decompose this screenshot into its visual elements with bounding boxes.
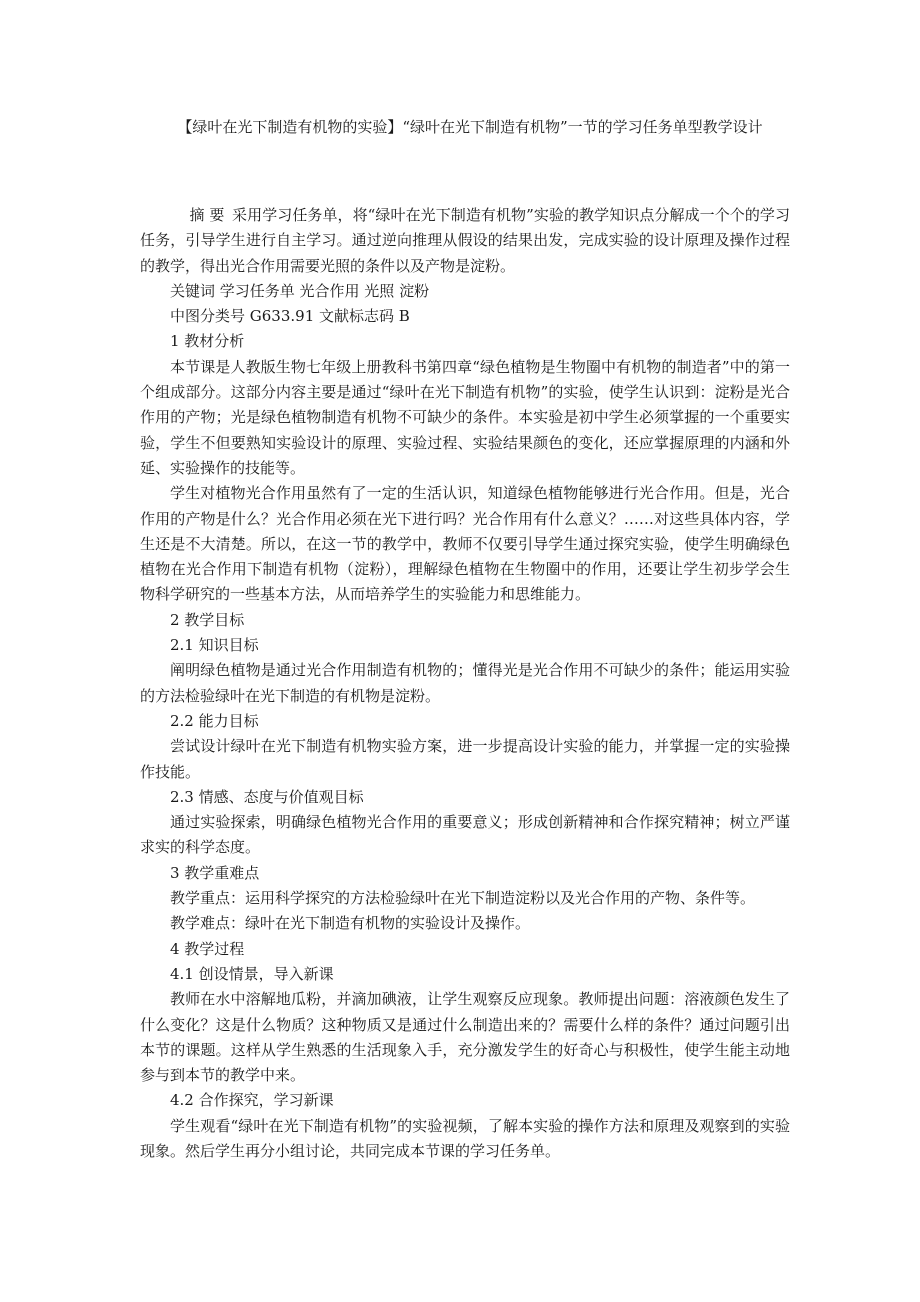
body-paragraph: 学生观看“绿叶在光下制造有机物”的实验视频，了解本实验的操作方法和原理及观察到的实验现象。然后学生再分小组讨论，共同完成本节课的学习任务单。 [140,1116,790,1160]
body-paragraph: 阐明绿色植物是通过光合作用制造有机物的；懂得光是光合作用不可缺少的条件；能运用实验的方法检验绿叶在光下制造的有机物是淀粉。 [140,661,790,705]
body-paragraph: 教师在水中溶解地瓜粉，并滴加碘液，让学生观察反应现象。教师提出问题：溶液颜色发生了什么变化？这是什么物质？这种物质又是通过什么制造出来的？需要什么样的条件？通过问题引出本节的课题。这样从学生熟悉的生活现象入手，充分激发学生的好奇心与积极性，使学生能主动地参与到本节的教学中来。 [140,990,790,1085]
abstract-text: 采用学习任务单，将“绿叶在光下制造有机物”实验的教学知识点分解成一个个的学习任务，引导学生进行自主学习。通过逆向推理从假设的结果出发，完成实验的设计原理及操作过程的教学，得出光合作用需要光照的条件以及产物是淀粉。 [140,206,790,275]
subsection-heading: 4.1 创设情景，导入新课 [170,964,334,983]
section-heading: 1 教材分析 [170,332,245,351]
document-title: 【绿叶在光下制造有机物的实验】“绿叶在光下制造有机物”一节的学习任务单型教学设计 [177,118,763,136]
body-paragraph: 教学难点：绿叶在光下制造有机物的实验设计及操作。 [170,914,531,933]
section-heading: 4 教学过程 [170,939,245,958]
section-heading: 2 教学目标 [170,610,245,629]
body-paragraph: 教学重点：运用科学探究的方法检验绿叶在光下制造淀粉以及光合作用的产物、条件等。 [170,889,756,908]
subsection-heading: 2.2 能力目标 [170,711,259,730]
subsection-heading: 2.1 知识目标 [170,636,259,655]
body-paragraph: 通过实验探索，明确绿色植物光合作用的重要意义；形成创新精神和合作探究精神；树立严谨求实的科学态度。 [140,813,790,857]
document-body [140,203,790,1164]
subsection-heading: 2.3 情感、态度与价值观目标 [170,787,364,806]
abstract-label: 摘 要 [189,206,225,224]
body-paragraph: 学生对植物光合作用虽然有了一定的生活认识，知道绿色植物能够进行光合作用。但是，光合作用的产物是什么？光合作用必须在光下进行吗？光合作用有什么意义？……对这些具体内容，学生还是不大清楚。所以，在这一节的教学中，教师不仅要引导学生通过探究实验，使学生明确绿色植物在光合作用下制造有机物（淀粉），理解绿色植物在生物圈中的作用，还要让学生初步学会生物科学研究的一些基本方法，从而培养学生的实验能力和思维能力。 [140,484,790,604]
body-paragraph: 尝试设计绿叶在光下制造有机物实验方案，进一步提高设计实验的能力，并掌握一定的实验操作技能。 [140,737,790,781]
subsection-heading: 4.2 合作探究，学习新课 [170,1091,334,1110]
section-heading: 3 教学重难点 [170,863,260,882]
body-paragraph: 本节课是人教版生物七年级上册教科书第四章“绿色植物是生物圈中有机物的制造者”中的第一个组成部分。这部分内容主要是通过“绿叶在光下制造有机物”的实验，使学生认识到：淀粉是光合作用的产物；光是绿色植物制造有机物不可缺少的条件。本实验是初中学生必须掌握的一个重要实验，学生不但要熟知实验设计的原理、实验过程、实验结果颜色的变化，还应掌握原理的内涵和外延、实验操作的技能等。 [140,357,790,477]
abstract-paragraph [140,203,790,279]
keywords-line: 关键词 学习任务单 光合作用 光照 淀粉 [170,281,430,300]
classification-line: 中图分类号 G633.91 文献标志码 B [170,307,410,326]
